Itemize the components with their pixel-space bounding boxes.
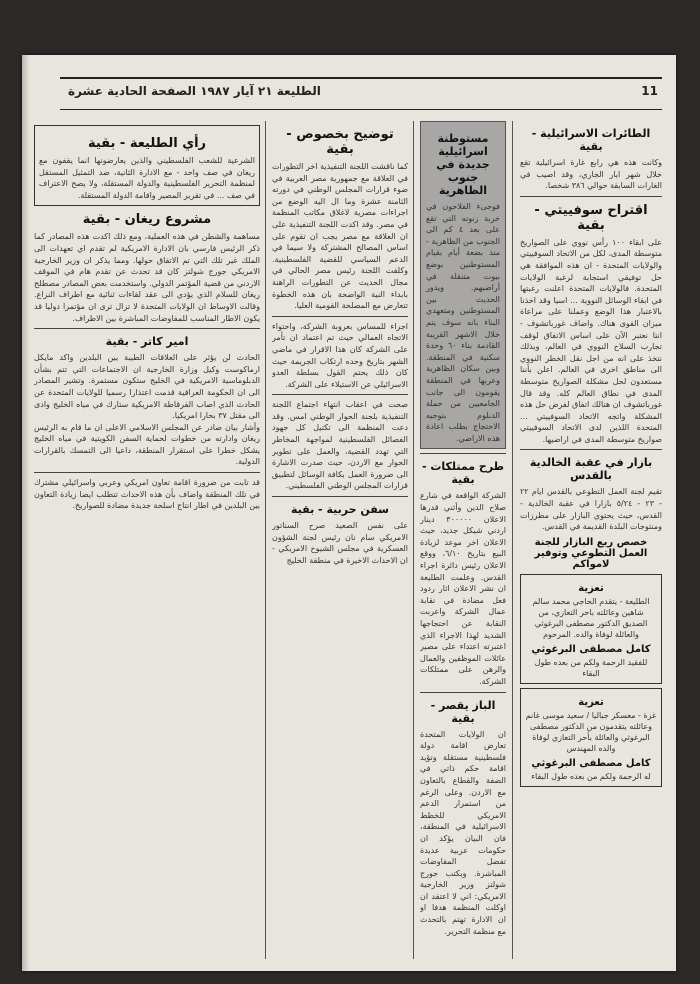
condolence-closing: للفقيد الرحمة ولكم من بعده طول البقاء [534, 657, 648, 678]
divider [34, 472, 260, 473]
article-emir-carter: الحادث لن يؤثر على العلاقات الطيبة بين البلدين واكد مايكل ارماكوست وكيل وزارة الخارجية ان الاجتماعات التي تتم بشأن الدبلوماسية الامريكية في الخليج ستكون مستمرة. وتشير المصادر الى ان الحكومة العراقية قدمت اعتذارا رسميا للولايات المتحدة عن الحادث الذي اصاب الفرقاطة الامريكية ستارك في مياه الخليج وادى الى مقتل ٣٧ بحارا امريكيا. [34, 353, 260, 421]
page-number: 11 [641, 84, 658, 98]
divider [520, 449, 662, 450]
divider [34, 328, 260, 329]
headline-editorial: رأي الطليعة - بقية [87, 136, 207, 151]
headline-bazaar: بازار في عقبة الخالدية بالقدس [529, 456, 653, 483]
page-folio: الطليعة ٢١ آيار ١٩٨٧ الصفحة الحادية عشرة [68, 84, 321, 98]
boxed-story-settlement [420, 121, 506, 449]
bazaar-note: خصص ريع البازار للجنة العمل التطوعي وتوفير لامواكم [534, 536, 648, 570]
column-4 [34, 121, 260, 963]
newspaper-page [22, 55, 676, 971]
article-settlement: فوجىء الفلاحون في خربة زنوته التي تقع على بعد ٤ كم الى الجنوب من الظاهرية - منذ بضعة أيام بقيام المستوطنين بوضع بيوت متنقلة في أراضيهم. ويدور الحديث بين المستوطنين ومتعهدي البناء بانه سوف يتم خلال الاشهر القريبة القادمة بناء ٦٠ وحدة سكنية في المنطقة. وبين سكان الظاهرية وعربها في المنطقة يقومون الى جانب الجامعيين من حملة الدبلوم بتوجيه الاحتجاج بطلب اعادة هذه الاراضي. [426, 202, 500, 443]
article-committee: صحت في اعقاب انتهاء اجتماع اللجنة التنفيذية بلجنة الحوار الوطني امس. وقد دعت المنظمة الى تكتيل كل جهود الفصائل الفلسطينية لمواجهة المخاطر التي تهدد القضية، والعمل على تطوير الحوار مع الاردن، حيث صدرت الاشارة الى ضرورة العمل بكافة الوسائل لتطبيق قرارات المجلس الوطني الفلسطيني. [272, 400, 408, 491]
article-bazaar: تقيم لجنة العمل التطوعي بالقدس ايام ٢٢ - ٢٣ - ٥/٢٤ بازارا في عقبة الخالدية - القدس، حيث يحتوي البازار على مطرزات ومنتوجات البلدة القديمة في القدس. [520, 487, 662, 532]
headline-settlement: مستوطنة اسرائيلية جديدة في جنوب الظاهرية [436, 132, 490, 197]
headline-clarification: توضيح بخصوص - بقية [286, 127, 394, 157]
divider [420, 453, 506, 454]
condolence-closing: له الرحمة ولكم من بعده طول البقاء [531, 771, 651, 781]
condolence-text: غزة - معسكر جباليا / سعيد موسى غانم وعائلته يتقدمون من الدكتور مصطفى البرغوثي والعائلة بأحر التعازي لوفاة والده المهندس [525, 710, 657, 753]
column-2 [420, 121, 506, 963]
condolence-notice-2 [520, 688, 662, 787]
headline-baz: الباز يقصر - بقية [430, 698, 496, 725]
divider [272, 316, 408, 317]
divider [272, 394, 408, 395]
editorial-box [34, 125, 260, 206]
condolence-title: تعزية [578, 582, 604, 594]
article-clarification: كما ناقشت اللجنة التنفيذية اخر التطورات في العلاقة مع جمهورية مصر العربية في ضوء قرارات المجلس الوطني في دورته الثامنة عشرة وما ال اليه الوضع من اجراءات مصرية لاغلاق مكاتب المنظمة في مصر. وقد اكدت اللجنة التنفيذية على ان العلاقة مع مصر يجب ان تقوم على اساس المصالح المشتركة ولا سيما في الدعم السياسي للقضية الفلسطينية. وكلفت اللجنة رئيس مصر الحالي في مجال الحديث عن التطورات الراهنة بابداء النية الواضحة بان هذه الخطوة تتعارض مع المصلحة القومية العليا. [272, 162, 408, 311]
condolence-notice-1 [520, 574, 662, 684]
article-company: اجراء للمساس بعروبة الشركة، واحتواء الاتجاه العمالي حيث تم اعتماد ان تأمر على الشركة كان هذا الاقرار في ماضي الشهر بتاريخ وحده ارتكاب الجريمة حيث كان ذلك يحتم القول بسلطة العدو الاسرائيلي عن الاستيلاء على الشركة. [272, 321, 408, 389]
headline-israeli-planes: الطائرات الاسرائيلية - بقية [531, 127, 651, 153]
column-1 [520, 121, 662, 963]
article-soviet-proposal: على ابقاء ١٠٠ رأس نووي على الصواريخ متوسطة المدى، لكل من الاتحاد السوفييتي والولايات المتحدة - ان هذه الموافقة هي حل توفيقي استجابة لرغبة الولايات المتحدة. فالولايات المتحدة اعلنت رغبتها في ابقاء الوسائل النووية ... اسيا وقد اخذنا بالاعتبار هذا الوضع وعملنا على مراعاة ميزان القوى هناك. واضاف غورباتشوف - انتا نعتبر الآن على اساس الاتفاق لوقف تجارب السلاح النووي في العالم، وبذلك نتخذ على انه من اجل نقل الخطر النووي الى مناطق اخرى في العالم. اعلن بأننا مستعدون لحل مشكلة الصواريخ متوسطة المدى في نطاق العالم كله. وقد قال غورباتشوف ان هنالك اتفاق لفرض حل هذه المشكلة واتجه الاتحاد السوفييتي ... المتحدة اللذين لدى الاتحاد السوفييتي صواريخ متوسطة المدى في اراضيها. [520, 237, 662, 444]
article-reagan-plan: مساهمة والشطن في هذه العملية، ومع ذلك اكدت هذه المصادر كما ذكر الرئيس فارسي بان الادارة الامريكية لم تقدم اي تعهدات الى الملك غير تلك التي تم الاتفاق حولها. ومما يذكر ان وزير الخارجية الامريكي جورج شولتز كان قد تحدث عن تقدم هام في الموقف الاردني من قضية المؤتمر الدولي. واستخدمت بعض المصادر مصطلح ريغان للسلام الذي يؤدي الى عقد لقاءات ثنائية مع اطراف النزاع. وقالت الاوساط ان الولايات المتحدة لا تزال ترى ان مؤتمرا دوليا قد يكون الاطار المناسب للمفاوضات المباشرة بين الاطراف. [34, 232, 260, 323]
condolence-name: كامل مصطفى البرغوثي [531, 643, 651, 655]
headline-emir-carter: امير كاتر - بقية [105, 335, 189, 349]
headline-reagan-plan: مشروع ريغان - بقية [82, 212, 212, 228]
condolence-name: كامل مصطفى البرغوثي [531, 757, 651, 769]
page-fold-shadow [22, 55, 30, 971]
article-property-sale: الشركة الواقعة في شارع صلاح الدين وأثني قدرها الاعلان ٣٠٠٠٠٠ دينار اردني شيكل جديد، حيث الاعلان اخر موعد لزيادة البيع بتاريخ ٦/١٠، ووقع الاعلان رئيس دائرة اجراء القدس. وعلمت الطليعة ان نشر الاعلان اثار ردود فعل مضادة في نقابة عمال الشركة واعربت النقابة عن احتجاجها الشديد لهذا الاجراء الذي اعتبرته اعتداء على مصير عائلات الموظفين والعمال والرهن على ممتلكات الشركة. [420, 491, 506, 686]
article-cooperation: قد تابت من ضرورة اقامة تعاون امريكي وعربي واسرائيلي مشترك في تلك المنطقة واضاف بأن هذه الاحداث تتطلب ايضا زيادة التعاون بين البلدين في اطار انتاج اسلحة جديدة مضادة للصواريخ. [34, 478, 260, 511]
divider [272, 496, 408, 497]
condolence-title: تعزية [578, 696, 604, 708]
condolence-text: الطليعة - يتقدم الحاجي محمد سالم شاهين وعائلته باحر التعازي، من الصديق الدكتور مصطفى البرغوثي والعائلة لوفاة والده. المرحوم [532, 596, 650, 639]
article-baz: ان الولايات المتحدة تعارض اقامة دولة فلسطينية مستقلة وتؤيد اقامة حكم ذاتي في الضفة والقطاع بالتعاون مع الاردن. وعلى الرغم من استمرار الدعم الامريكي للخطط الاسرائيلية في المنطقة، فان البيان يؤكد ان حكومات عربية عديدة تفضل المفاوضات المباشرة. ويكتب جورج شولتز وزير الخارجية الامريكي: اني لا اعتقد ان اوكلت المنظمة هدفا او ان الادارة تهتم بالتحدث مع منظمة التحرير. [420, 729, 506, 936]
column-3 [272, 121, 408, 963]
column-rule [512, 121, 513, 959]
article-islamic-council: وأشار بيان صادر عن المجلس الاسلامي الاعلى ان ما قام به الرئيس ريغان وادارته من خطوات لحماية السفن الكويتية في مياه الخليج يشكل خطرا على استقرار المنطقة، داعيا الى التمسك بالقرارات الدولية. [34, 422, 260, 467]
article-israeli-planes: وكانت هذه هي رابع غارة اسرائيلية تقع خلال شهر ايار الجاري، وقد اصيب في الغارات السابقة حوالي ٣٨٦ شخصا. [520, 158, 662, 191]
headline-warships: سفن حربية - بقية [291, 503, 389, 517]
headline-soviet-proposal: اقتراح سوفييتي - بقية [534, 202, 648, 233]
column-rule [265, 121, 266, 959]
column-rule [413, 121, 414, 959]
page-header [60, 77, 662, 110]
article-editorial: الشرعية للشعب الفلسطيني والذين يعارضونها انما يقفون مع ريغان في صف واحد - مع الادارة الثانية، ضد التمثيل المستقل لمنظمة التحرير الفلسطينية والدولة المستقلة، ولا يصح الاعتراف في صف ... في تقرير المصير واقامة الدولة المستقلة. [39, 156, 255, 200]
headline-property-sale: طرح ممتلكات - بقية [421, 460, 505, 487]
divider [520, 196, 662, 197]
article-warships: على نفس الصعيد صرح السناتور الامريكي سام نان رئيس لجنة الشؤون العسكرية في مجلس الشيوخ الامريكي - ان الاحداث الاخيرة في منطقة الخليج [272, 521, 408, 565]
divider [420, 692, 506, 693]
